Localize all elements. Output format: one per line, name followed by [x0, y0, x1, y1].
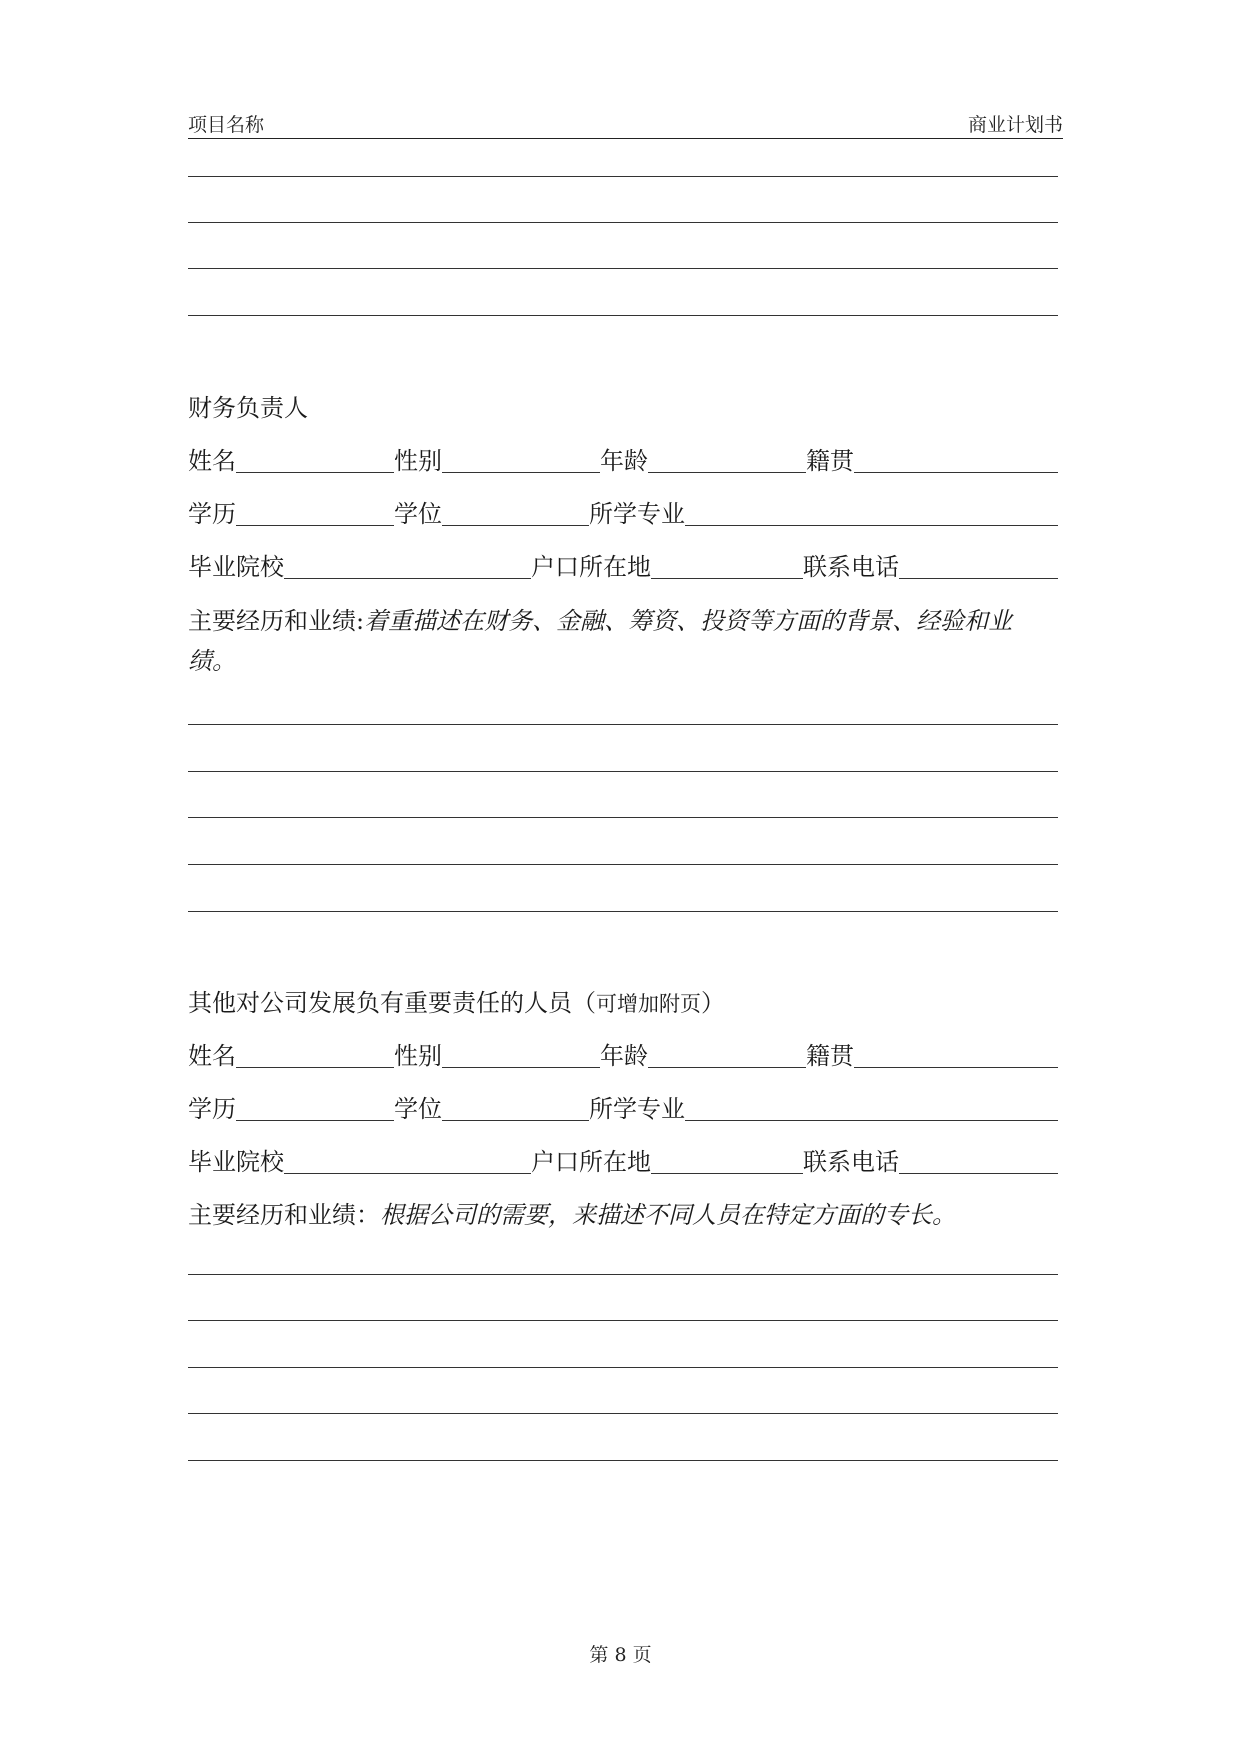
label-school: 毕业院校: [188, 553, 284, 581]
form-row-contact: [188, 552, 1058, 582]
writing-line[interactable]: [188, 1413, 1058, 1414]
page-number: 第 8 页: [589, 1644, 652, 1666]
label-phone: 联系电话: [803, 553, 899, 581]
writing-line[interactable]: [188, 864, 1058, 865]
phone-field[interactable]: [899, 1149, 1058, 1174]
experience-label: 主要经历和业绩:: [188, 607, 365, 635]
writing-line[interactable]: [188, 1320, 1058, 1321]
name-field[interactable]: [236, 1043, 394, 1068]
degree-field[interactable]: [442, 1096, 589, 1121]
writing-line[interactable]: [188, 268, 1058, 269]
degree-field[interactable]: [442, 501, 589, 526]
label-school: 毕业院校: [188, 1148, 284, 1176]
section-title-others: [188, 988, 725, 1019]
writing-line[interactable]: [188, 176, 1058, 177]
label-name: 姓名: [188, 447, 236, 475]
writing-line[interactable]: [188, 315, 1058, 316]
school-field[interactable]: [284, 554, 531, 579]
experience-prompt: [188, 606, 1012, 636]
writing-line[interactable]: [188, 771, 1058, 772]
writing-line[interactable]: [188, 817, 1058, 818]
label-native-place: 籍贯: [806, 1042, 854, 1070]
hukou-field[interactable]: [651, 1149, 803, 1174]
phone-field[interactable]: [899, 554, 1058, 579]
name-field[interactable]: [236, 448, 394, 473]
experience-hint: 根据公司的需要，来描述不同人员在特定方面的专长。: [380, 1201, 956, 1229]
form-row-education: [188, 499, 1058, 529]
experience-hint: 着重描述在财务、金融、筹资、投资等方面的背景、经验和业: [364, 607, 1013, 635]
label-gender: 性别: [394, 447, 442, 475]
gender-field[interactable]: [442, 1043, 600, 1068]
age-field[interactable]: [648, 448, 806, 473]
major-field[interactable]: [685, 1096, 1058, 1121]
form-row-basic-info: [188, 1041, 1058, 1071]
label-gender: 性别: [394, 1042, 442, 1070]
experience-prompt: [188, 1200, 956, 1230]
writing-line[interactable]: [188, 724, 1058, 725]
age-field[interactable]: [648, 1043, 806, 1068]
section-title-finance: 财务负责人: [188, 394, 308, 422]
education-field[interactable]: [236, 1096, 394, 1121]
header-document-type: 商业计划书: [967, 114, 1063, 136]
school-field[interactable]: [284, 1149, 531, 1174]
header-divider: [188, 138, 1063, 139]
label-hukou: 户口所在地: [531, 1148, 651, 1176]
header-project-name: 项目名称: [188, 114, 265, 136]
form-row-contact: [188, 1147, 1058, 1177]
gender-field[interactable]: [442, 448, 600, 473]
label-name: 姓名: [188, 1042, 236, 1070]
label-degree: 学位: [394, 1095, 442, 1123]
label-age: 年龄: [600, 1042, 648, 1070]
label-age: 年龄: [600, 447, 648, 475]
writing-line[interactable]: [188, 1460, 1058, 1461]
education-field[interactable]: [236, 501, 394, 526]
others-title-close: ）: [701, 989, 725, 1017]
writing-line[interactable]: [188, 1274, 1058, 1275]
label-major: 所学专业: [589, 500, 685, 528]
label-native-place: 籍贯: [806, 447, 854, 475]
label-hukou: 户口所在地: [531, 553, 651, 581]
writing-line[interactable]: [188, 222, 1058, 223]
others-title-note: 可增加附页: [596, 992, 701, 1016]
native-place-field[interactable]: [854, 448, 1058, 473]
label-education: 学历: [188, 500, 236, 528]
label-phone: 联系电话: [803, 1148, 899, 1176]
label-major: 所学专业: [589, 1095, 685, 1123]
native-place-field[interactable]: [854, 1043, 1058, 1068]
form-row-basic-info: [188, 446, 1058, 476]
form-row-education: [188, 1094, 1058, 1124]
experience-label: 主要经历和业绩：: [188, 1201, 380, 1229]
writing-line[interactable]: [188, 911, 1058, 912]
others-title: 其他对公司发展负有重要责任的人员（: [188, 989, 596, 1017]
major-field[interactable]: [685, 501, 1058, 526]
experience-hint-continued: 绩。: [188, 647, 236, 675]
hukou-field[interactable]: [651, 554, 803, 579]
label-education: 学历: [188, 1095, 236, 1123]
label-degree: 学位: [394, 500, 442, 528]
writing-line[interactable]: [188, 1367, 1058, 1368]
